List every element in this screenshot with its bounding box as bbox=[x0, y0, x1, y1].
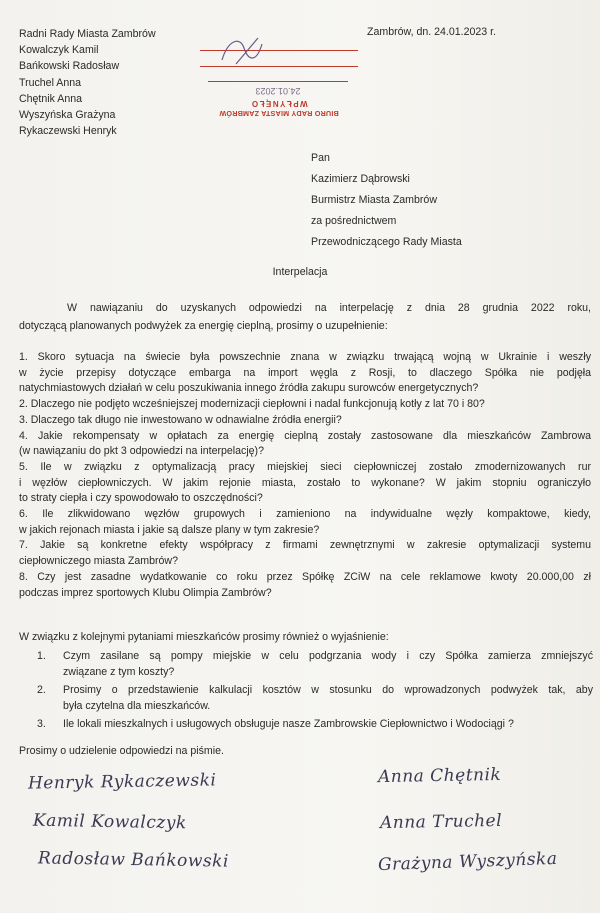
question-line: 8. Czy jest zasadne wydatkowanie co roku przez Spółkę ZCiW na cele reklamowe kwoty 20.000,00 zł bbox=[19, 570, 591, 583]
followup-item bbox=[37, 682, 593, 714]
followup-item bbox=[37, 716, 593, 732]
senders-block bbox=[19, 26, 156, 139]
sender-line: Kowalczyk Kamil bbox=[19, 44, 99, 57]
recipient-line: Przewodniczącego Rady Miasta bbox=[311, 236, 462, 248]
sender-line: Chętnik Anna bbox=[19, 92, 83, 105]
question-line: 5. Ile w związku z optymalizacją pracy miejskiej sieci ciepłowniczej zostało zmodernizowanych rur bbox=[19, 460, 591, 473]
followup-item bbox=[37, 648, 593, 680]
signature-grazyna-wyszynska: Grażyna Wyszyńska bbox=[377, 848, 558, 876]
signature-henryk-rykaczewski: Henryk Rykaczewski bbox=[27, 770, 217, 794]
signature-kamil-kowalczyk: Kamil Kowalczyk bbox=[32, 810, 187, 834]
letter-date: Zambrów, dn. 24.01.2023 r. bbox=[367, 26, 496, 38]
question-line: w jakich rejonach miasta i jakie są dalsze plany w tym zakresie? bbox=[19, 523, 320, 536]
followup-number: 1. bbox=[37, 650, 46, 662]
question-line: 4. Jakie rekompensaty w opłatach za energię cieplną zostały zastosowane dla mieszkańców Zambrowa bbox=[19, 429, 591, 442]
followup-line: związane z tym koszty? bbox=[63, 666, 175, 678]
closing-line: Prosimy o udzielenie odpowiedzi na piśmie. bbox=[19, 745, 224, 757]
sender-line: Wyszyńska Grażyna bbox=[19, 109, 116, 122]
intro-line: W nawiązaniu do uzyskanych odpowiedzi na interpelację z dnia 28 grudnia 2022 roku, bbox=[67, 302, 591, 314]
question-line: w życie przepisy dotyczące embarga na import węgla z Rosji, to dlaczego Spółka nie podjęła bbox=[19, 366, 591, 379]
question-line: 2. Dlaczego nie podjęto wcześniejszej modernizacji ciepłowni i nadal funkcjonują kotły z lat 70 i 80? bbox=[19, 398, 485, 411]
followup-line: Czym zasilane są pompy miejskie w celu podgrzania wody i czy Spółka zamierza zmniejszyć bbox=[63, 650, 593, 662]
recipient-block bbox=[311, 148, 462, 253]
followup-number: 3. bbox=[37, 718, 46, 730]
question-line: 3. Dlaczego tak długo nie inwestowano w odnawialne źródła energii? bbox=[19, 413, 342, 426]
stamp-date: 24.01.2023 bbox=[208, 81, 348, 96]
sender-line: Radni Rady Miasta Zambrów bbox=[19, 28, 156, 40]
signature-anna-chetnik: Anna Chętnik bbox=[377, 764, 502, 788]
question-line: to straty ciepła i czy spowodowało to oszczędności? bbox=[19, 492, 263, 505]
followup-line: Prosimy o przedstawienie kalkulacji kosztów w stosunku do wprowadzonych podwyżek tak, aby bbox=[63, 684, 593, 696]
question-line: 6. Ile zlikwidowano węzłów grupowych i zamieniono na indywidualne węzły kompaktowe, kiedy, bbox=[19, 508, 591, 521]
followup-intro: W związku z kolejnymi pytaniami mieszkańców prosimy również o wyjaśnienie: bbox=[19, 631, 389, 643]
intro-line: dotyczącą planowanych podwyżek za energię cieplną, prosimy o uzupełnienie: bbox=[19, 320, 388, 332]
stamp-scribble-icon bbox=[218, 34, 278, 68]
question-line: i węzłów ciepłowniczych. W jakim rejonie miasta, zostało to wykonane? W jakim stopniu ograniczyło bbox=[19, 476, 591, 489]
signature-radoslaw-bankowski: Radosław Bańkowski bbox=[37, 848, 230, 872]
recipient-line: za pośrednictwem bbox=[311, 215, 397, 227]
signature-anna-truchel: Anna Truchel bbox=[379, 810, 503, 834]
question-line: podczas imprez sportowych Klubu Olimpia Zambrów? bbox=[19, 586, 272, 599]
intro-paragraph bbox=[19, 299, 591, 335]
document-title: Interpelacja bbox=[272, 266, 328, 278]
followup-line: była czytelna dla mieszkańców. bbox=[63, 700, 211, 712]
question-line: natychmiastowych działań w celu poszukiwania innego źródła zakupu surowców energetycznych? bbox=[19, 382, 479, 395]
question-line: 1. Skoro sytuacja na świecie była powszechnie znana w związku trwającą wojną w Ukrainie i weszły bbox=[19, 351, 591, 363]
followup-list bbox=[37, 648, 593, 732]
stamp-office: BIURO RADY MIASTA ZAMBRÓW bbox=[219, 109, 339, 118]
stamp-received: WPŁYNĘŁO bbox=[250, 99, 308, 108]
recipient-line: Pan bbox=[311, 152, 330, 164]
sender-line: Truchel Anna bbox=[19, 76, 82, 89]
question-line: (w nawiązaniu do pkt 3 odpowiedzi na interpelację)? bbox=[19, 445, 264, 458]
recipient-line: Kazimierz Dąbrowski bbox=[311, 173, 410, 185]
sender-line: Rykaczewski Henryk bbox=[19, 125, 117, 138]
questions-list bbox=[19, 350, 591, 601]
followup-number: 2. bbox=[37, 684, 46, 696]
sender-line: Bańkowski Radosław bbox=[19, 60, 120, 73]
recipient-line: Burmistrz Miasta Zambrów bbox=[311, 194, 437, 206]
question-line: 7. Jakie są konkretne efekty współpracy z firmami zewnętrznymi w zakresie optymalizacji systemu bbox=[19, 539, 591, 552]
followup-line: Ile lokali mieszkalnych i usługowych obsługuje nasze Zambrowskie Ciepłownictwo i Wodociągi ? bbox=[63, 718, 514, 730]
question-line: ciepłowniczego miasta Zambrów? bbox=[19, 555, 178, 568]
